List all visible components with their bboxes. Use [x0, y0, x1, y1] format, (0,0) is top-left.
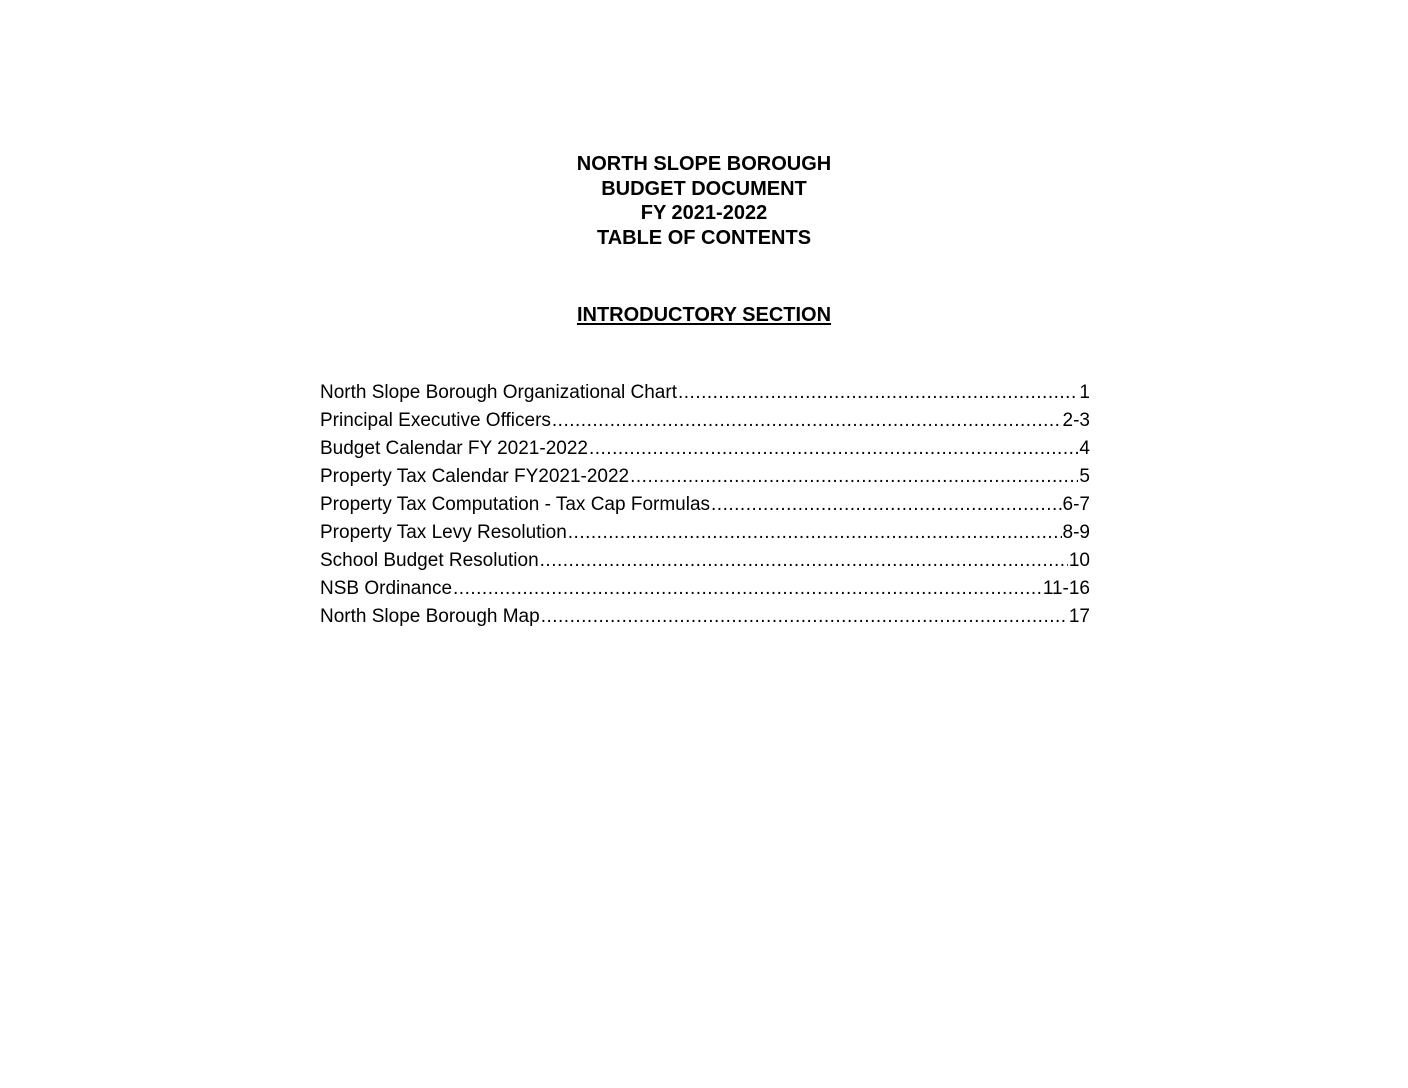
toc-entry-label: Property Tax Levy Resolution — [320, 522, 567, 543]
toc-entry-principal-executive-officers[interactable] — [320, 409, 1090, 437]
toc-entry-page: 11-16 — [1042, 578, 1090, 599]
toc-dot-leader — [541, 605, 1068, 629]
toc-entry-label: Budget Calendar FY 2021-2022 — [320, 438, 588, 459]
toc-entry-page: 2-3 — [1062, 410, 1090, 431]
toc-entry-org-chart[interactable] — [320, 381, 1090, 409]
toc-entry-page: 1 — [1079, 382, 1090, 403]
toc-entry-label: North Slope Borough Map — [320, 606, 540, 627]
toc-entry-school-budget-resolution[interactable] — [320, 549, 1090, 577]
toc-dot-leader — [453, 577, 1042, 601]
toc-entry-page: 10 — [1068, 550, 1090, 571]
toc-entry-property-tax-calendar[interactable] — [320, 465, 1090, 493]
toc-entry-page: 5 — [1079, 466, 1090, 487]
toc-entry-label: Property Tax Computation - Tax Cap Formulas — [320, 494, 711, 515]
organization-name: NORTH SLOPE BOROUGH — [576, 153, 832, 175]
toc-dot-leader — [589, 437, 1078, 461]
toc-entry-page: 8-9 — [1062, 522, 1090, 543]
toc-entry-property-tax-computation[interactable] — [320, 493, 1090, 521]
toc-entry-borough-map[interactable] — [320, 605, 1090, 633]
toc-dot-leader — [552, 409, 1062, 433]
toc-entry-label: North Slope Borough Organizational Chart — [320, 382, 677, 403]
document-header — [0, 152, 1408, 250]
toc-dot-leader — [711, 493, 1062, 517]
section-heading: INTRODUCTORY SECTION — [576, 304, 832, 326]
toc-entry-budget-calendar[interactable] — [320, 437, 1090, 465]
toc-dot-leader — [568, 521, 1062, 545]
fiscal-year: FY 2021-2022 — [640, 202, 768, 224]
document-type: BUDGET DOCUMENT — [601, 177, 807, 200]
toc-entry-label: Property Tax Calendar FY2021-2022 — [320, 466, 630, 487]
toc-entry-label: School Budget Resolution — [320, 550, 539, 571]
toc-entry-property-tax-levy-resolution[interactable] — [320, 521, 1090, 549]
toc-entry-label: Principal Executive Officers — [320, 410, 551, 431]
toc-dot-leader — [678, 381, 1078, 405]
toc-entry-page: 4 — [1079, 438, 1090, 459]
toc-entry-label: NSB Ordinance — [320, 578, 453, 599]
toc-entry-page: 6-7 — [1062, 494, 1090, 515]
toc-entry-nsb-ordinance[interactable] — [320, 577, 1090, 605]
toc-entry-page: 17 — [1068, 606, 1090, 627]
table-of-contents — [320, 381, 1090, 633]
toc-dot-leader — [540, 549, 1068, 573]
page-title: TABLE OF CONTENTS — [596, 226, 812, 249]
toc-dot-leader — [630, 465, 1078, 489]
